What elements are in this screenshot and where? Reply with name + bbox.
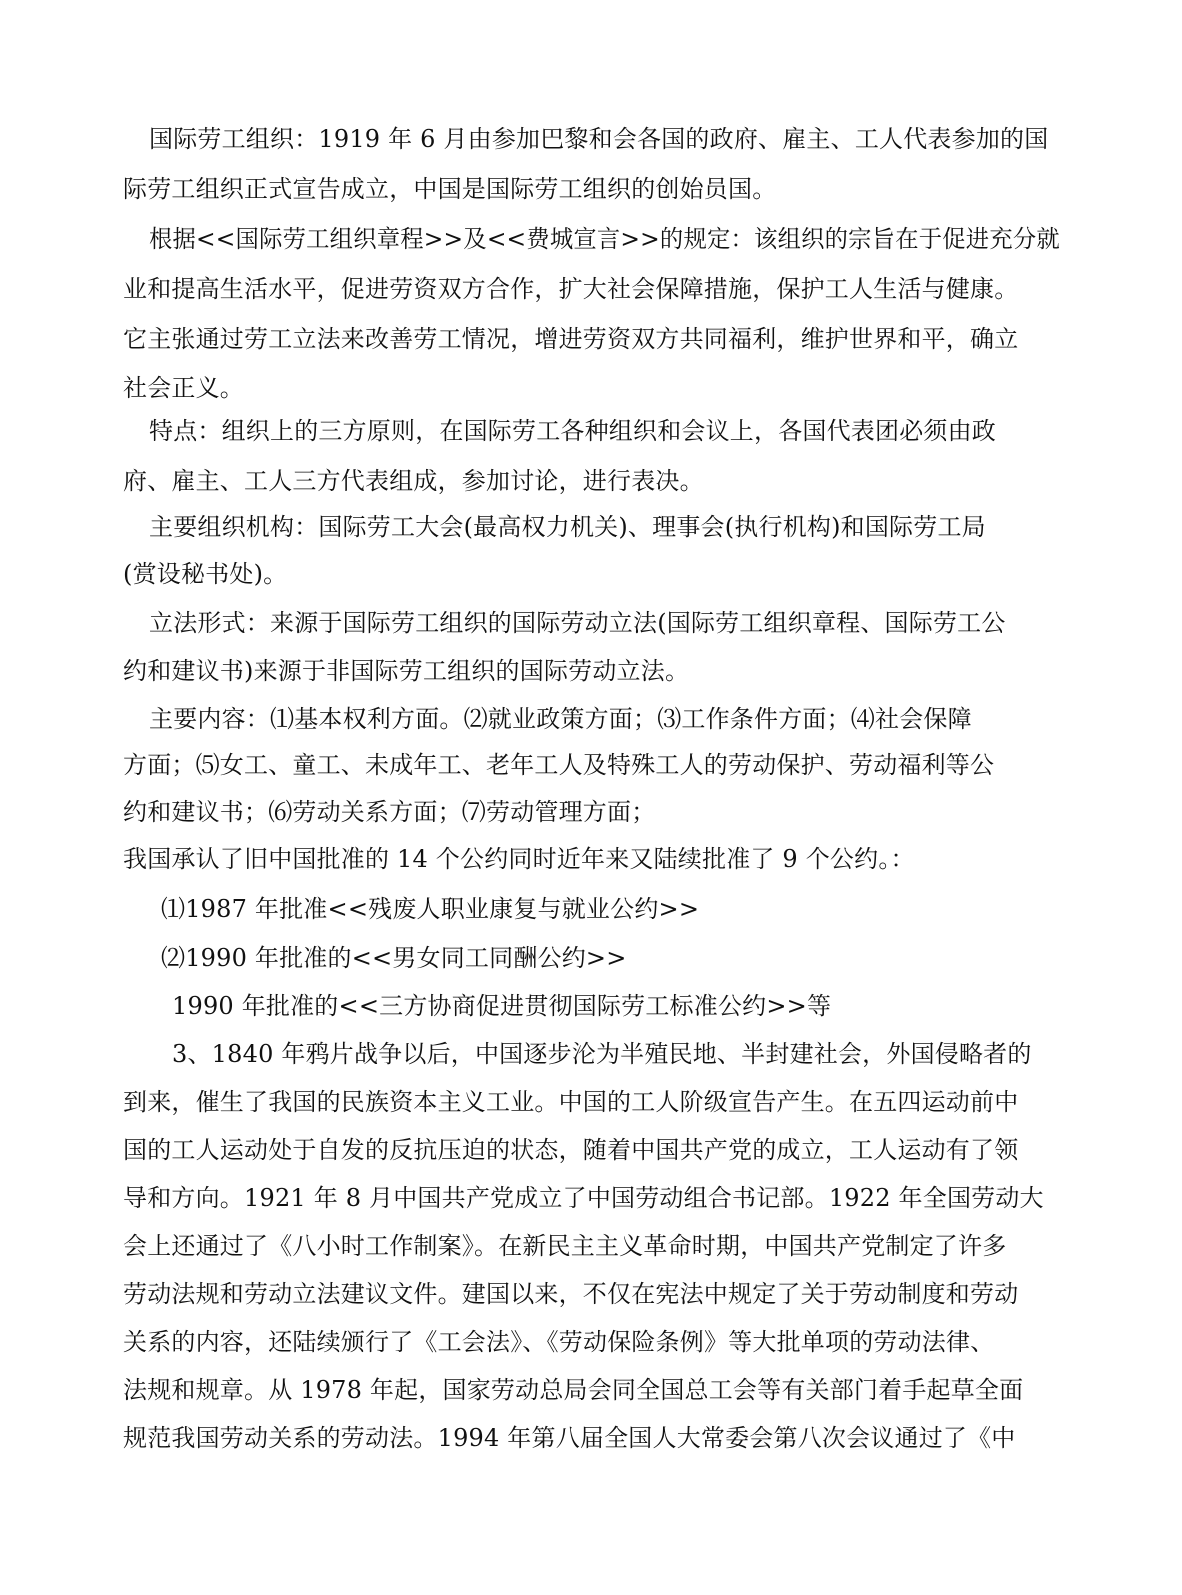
- text-line: 国际劳工组织：1919 年 6 月由参加巴黎和会各国的政府、雇主、工人代表参加的国: [149, 125, 1049, 153]
- text-line: 会上还通过了《八小时工作制案》。在新民主主义革命时期，中国共产党制定了许多: [123, 1232, 1007, 1260]
- text-line: 社会正义。: [123, 374, 244, 402]
- text-line: 到来，催生了我国的民族资本主义工业。中国的工人阶级宣告产生。在五四运动前中: [123, 1088, 1019, 1116]
- text-line: 主要组织机构：国际劳工大会(最高权力机关)、理事会(执行机构)和国际劳工局: [149, 513, 986, 541]
- text-line: 际劳工组织正式宣告成立，中国是国际劳工组织的创始员国。: [123, 175, 777, 203]
- text-line: ⑵1990 年批准的<<男女同工同酬公约>>: [161, 944, 627, 972]
- text-line: 规范我国劳动关系的劳动法。1994 年第八届全国人大常委会第八次会议通过了《中: [123, 1424, 1016, 1452]
- text-line: 方面；⑸女工、童工、未成年工、老年工人及特殊工人的劳动保护、劳动福利等公: [123, 751, 995, 779]
- text-line: 约和建议书；⑹劳动关系方面；⑺劳动管理方面；: [123, 798, 656, 826]
- text-line: 根据<<国际劳工组织章程>>及<<费城宣言>>的规定：该组织的宗旨在于促进充分就: [149, 225, 1060, 253]
- text-line: 关系的内容，还陆续颁行了《工会法》、《劳动保险条例》等大批单项的劳动法律、: [123, 1328, 995, 1356]
- text-line: 1990 年批准的<<三方协商促进贯彻国际劳工标准公约>>等: [172, 992, 832, 1020]
- text-line: 它主张通过劳工立法来改善劳工情况，增进劳资双方共同福利，维护世界和平，确立: [123, 325, 1019, 353]
- text-line: 导和方向。1921 年 8 月中国共产党成立了中国劳动组合书记部。1922 年全国劳动大: [123, 1184, 1044, 1212]
- text-line: 劳动法规和劳动立法建议文件。建国以来，不仅在宪法中规定了关于劳动制度和劳动: [123, 1280, 1019, 1308]
- text-line: 立法形式：来源于国际劳工组织的国际劳动立法(国际劳工组织章程、国际劳工公: [149, 609, 1006, 637]
- text-line: 主要内容：⑴基本权利方面。⑵就业政策方面；⑶工作条件方面；⑷社会保障: [149, 705, 972, 733]
- text-line: 特点：组织上的三方原则，在国际劳工各种组织和会议上，各国代表团必须由政: [149, 417, 996, 445]
- text-line: 约和建议书)来源于非国际劳工组织的国际劳动立法。: [123, 657, 690, 685]
- text-line: 我国承认了旧中国批准的 14 个公约同时近年来又陆续批准了 9 个公约。：: [123, 845, 915, 873]
- text-line: 国的工人运动处于自发的反抗压迫的状态，随着中国共产党的成立，工人运动有了领: [123, 1136, 1019, 1164]
- text-line: (赏设秘书处)。: [123, 560, 288, 588]
- text-line: 3、1840 年鸦片战争以后，中国逐步沦为半殖民地、半封建社会，外国侵略者的: [172, 1040, 1032, 1068]
- text-line: 法规和规章。从 1978 年起，国家劳动总局会同全国总工会等有关部门着手起草全面: [123, 1376, 1024, 1404]
- text-line: ⑴1987 年批准<<残废人职业康复与就业公约>>: [161, 895, 700, 923]
- text-line: 业和提高生活水平，促进劳资双方合作，扩大社会保障措施，保护工人生活与健康。: [123, 275, 1019, 303]
- text-line: 府、雇主、工人三方代表组成，参加讨论，进行表决。: [123, 467, 704, 495]
